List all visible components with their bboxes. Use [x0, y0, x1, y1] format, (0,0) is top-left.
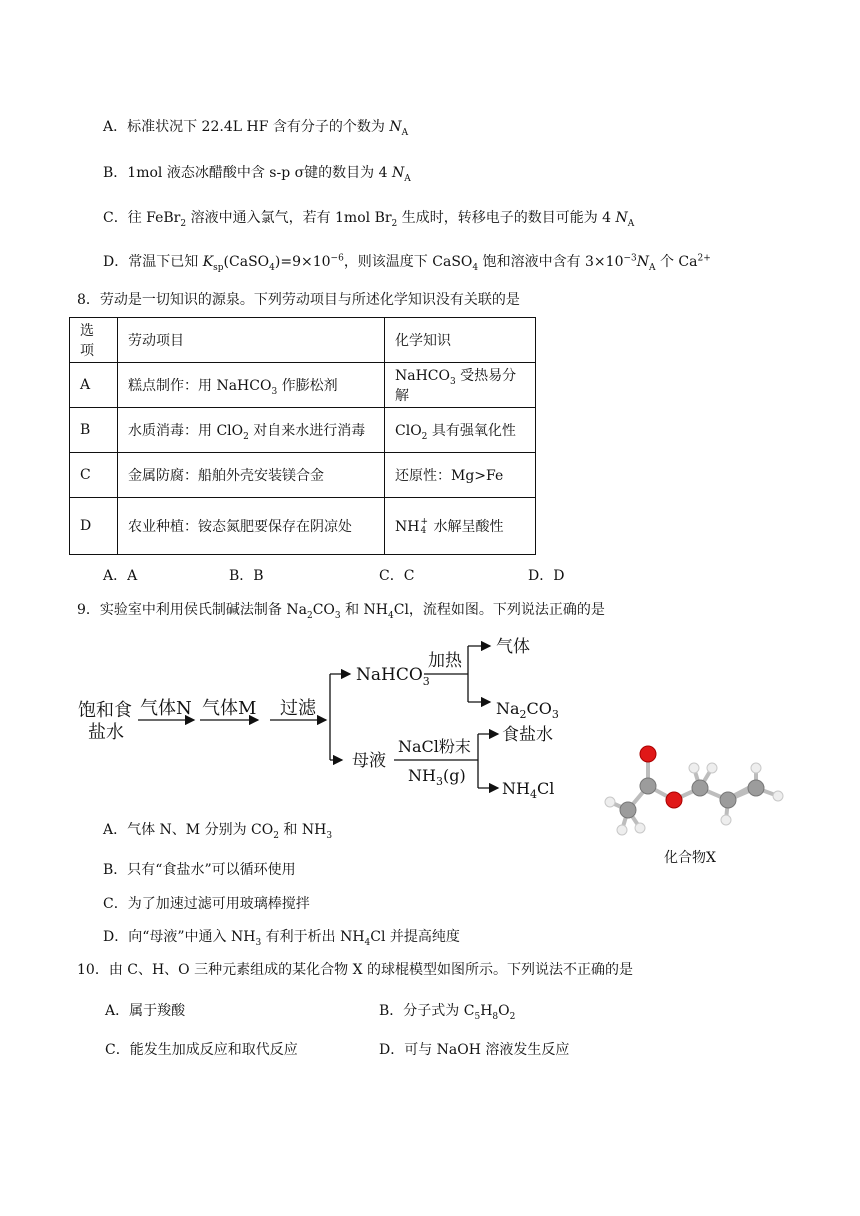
table-cell-option: B — [70, 408, 118, 453]
cell-text: 具有强氧化性 — [427, 423, 516, 439]
option-text: Cl 并提高纯度 — [370, 929, 460, 945]
subscript: 4 — [364, 937, 371, 948]
q7-option-c-text-end: 生成时，转移电子的数目可能为 4 — [397, 210, 616, 226]
subscript: 2 — [391, 218, 398, 229]
avogadro-symbol: N — [389, 119, 402, 135]
cell-text: ClO — [395, 423, 422, 439]
table-cell-knowledge — [385, 453, 536, 498]
option-text: O — [498, 1003, 510, 1019]
subscript: 2 — [180, 218, 187, 229]
q9-option-a — [103, 820, 332, 840]
flow-nh3: $NH_3(g)$ — [408, 766, 466, 788]
cell-text: 受热易分解 — [395, 368, 517, 404]
cell-text: 金属防腐：船舶外壳安装镁合金 — [128, 468, 324, 484]
q7-option-a — [103, 117, 408, 137]
q10-option-d: D．可与 NaOH 溶液发生反应 — [379, 1042, 570, 1058]
q7-option-d-text-end: 饱和溶液中含有 3×10 — [478, 254, 624, 270]
stem-text: CO — [312, 602, 335, 618]
stem-text: Cl，流程如图。下列说法正确的是 — [393, 602, 605, 618]
q8-table — [69, 317, 536, 555]
option-text: B．分子式为 C — [379, 1003, 475, 1019]
avogadro-subscript: A — [404, 173, 411, 184]
flow-gas-m: 气体M — [202, 698, 257, 719]
q8-stem: 8．劳动是一切知识的源泉。下列劳动项目与所述化学知识没有关联的是 — [77, 292, 520, 308]
q7-option-b — [103, 163, 411, 183]
subscript: 3 — [271, 386, 278, 397]
exponent: −3 — [623, 253, 637, 264]
option-text: D．向“母液”中通入 NH — [103, 929, 256, 945]
cell-text: 还原性：Mg>Fe — [395, 468, 504, 484]
cell-text: 糕点制作：用 NaHCO — [128, 378, 272, 394]
subscript: 4 — [269, 262, 275, 273]
table-cell-item — [118, 498, 385, 555]
table-cell-knowledge — [385, 408, 536, 453]
table-header-cell: 化学知识 — [385, 318, 536, 363]
flow-nahco3: NaHCO$_3$ — [356, 665, 430, 688]
q10-option-c: C．能发生加成反应和取代反应 — [105, 1042, 298, 1058]
flow-nh4cl: $NH_4Cl$ — [502, 779, 555, 801]
subscript: 2 — [243, 431, 249, 442]
flow-gas: 气体 — [496, 637, 530, 657]
subscript: 4 — [388, 610, 394, 621]
table-row — [70, 498, 536, 555]
avogadro-symbol: N — [615, 210, 628, 226]
flow-start-line1: 饱和食 — [78, 700, 132, 721]
flow-start-line2: 盐水 — [88, 722, 124, 743]
q8-choice-d: D．D — [528, 568, 565, 584]
ksp-subscript: sp — [213, 262, 224, 273]
caso4-formula: (CaSO — [223, 254, 270, 270]
q7-option-b-text: B．1mol 液态冰醋酸中含 s-p σ键的数目为 4 — [103, 165, 392, 181]
cell-text: 作膨松剂 — [277, 378, 338, 394]
stem-text: 和 NH — [340, 602, 388, 618]
q9-option-c: C．为了加速过滤可用玻璃棒搅拌 — [103, 896, 310, 912]
q9-option-d — [103, 927, 460, 947]
subscript: 3 — [326, 830, 333, 841]
option-text: 有利于析出 NH — [261, 929, 365, 945]
table-cell-option: A — [70, 363, 118, 408]
table-header-row — [70, 318, 536, 363]
stem-text: 9．实验室中利用侯氏制碱法制备 Na — [77, 602, 307, 618]
cell-text: 农业种植：铵态氮肥要保存在阴凉处 — [128, 519, 352, 535]
calcium-ion-text: 个 Ca — [655, 254, 698, 270]
flow-heat: 加热 — [428, 651, 462, 671]
avogadro-symbol: N — [636, 254, 650, 270]
option-text: 和 NH — [278, 822, 327, 838]
subscript: 3 — [334, 610, 341, 621]
subscript: 2 — [509, 1011, 516, 1022]
flow-nacl-powder: NaCl粉末 — [398, 737, 471, 756]
q9-option-b: B．只有“食盐水”可以循环使用 — [103, 862, 296, 878]
option-text: A．气体 N、M 分别为 CO — [103, 822, 274, 838]
subscript: 8 — [492, 1011, 499, 1022]
cell-text: 水解呈酸性 — [429, 519, 504, 535]
ion-charge: 2+ — [697, 253, 711, 264]
flow-na2co3: $Na_2CO_3$ — [496, 699, 559, 721]
option-text: H — [480, 1003, 493, 1019]
table-header-cell: 选项 — [70, 318, 118, 363]
cell-text: NaHCO — [395, 368, 450, 384]
compound-x-ball-stick-model — [596, 738, 786, 838]
q10-option-a: A．属于羧酸 — [105, 1003, 186, 1019]
subscript: 5 — [474, 1011, 481, 1022]
table-row — [70, 363, 536, 408]
table-cell-item — [118, 408, 385, 453]
subscript: 4 — [472, 262, 479, 273]
cell-text: 水质消毒：用 ClO — [128, 423, 244, 439]
table-cell-option: D — [70, 498, 118, 555]
q9-stem — [77, 600, 605, 620]
q10-stem: 10．由 C、H、O 三种元素组成的某化合物 X 的球棍模型如图所示。下列说法不正确的是 — [77, 962, 633, 978]
q7-option-c-text: C．往 FeBr — [103, 210, 181, 226]
flow-brine: 食盐水 — [502, 725, 553, 745]
q7-option-c-text-mid: 溶液中通入氯气，若有 1mol Br — [186, 210, 392, 226]
table-cell-item — [118, 363, 385, 408]
q7-option-c — [103, 208, 634, 228]
table-cell-option: C — [70, 453, 118, 498]
avogadro-subscript: A — [627, 218, 635, 229]
flow-filter: 过滤 — [280, 698, 316, 719]
avogadro-subscript: A — [649, 262, 656, 273]
q10-option-b — [379, 1001, 515, 1021]
q7-option-d-text-mid: ，则该温度下 CaSO — [343, 254, 473, 270]
cell-text: NH — [395, 519, 420, 535]
q7-option-d — [103, 252, 711, 272]
table-row — [70, 408, 536, 453]
q8-choice-b: B．B — [229, 568, 264, 584]
table-cell-item — [118, 453, 385, 498]
ksp-symbol: K — [202, 254, 214, 270]
q8-choice-c: C．C — [379, 568, 415, 584]
table-header-cell: 劳动项目 — [118, 318, 385, 363]
exponent: −6 — [330, 253, 344, 264]
q7-option-a-text: A．标准状况下 22.4L HF 含有分子的个数为 — [103, 119, 390, 135]
avogadro-subscript: A — [401, 127, 409, 138]
table-cell-knowledge — [385, 363, 536, 408]
flow-diagram — [60, 620, 620, 810]
flow-mother-liquor: 母液 — [352, 751, 386, 771]
cell-text: 对自来水进行消毒 — [248, 423, 366, 439]
subscript: 4 — [420, 526, 427, 536]
ksp-value: )=9×10 — [274, 254, 331, 270]
q8-choice-a: A．A — [103, 568, 138, 584]
table-cell-knowledge — [385, 498, 536, 555]
avogadro-symbol: N — [391, 165, 405, 181]
ion-charge: + — [420, 517, 429, 527]
subscript: 2 — [421, 431, 428, 442]
table-row — [70, 453, 536, 498]
subscript: 3 — [450, 376, 456, 387]
subscript: 2 — [273, 830, 279, 841]
compound-x-label: 化合物X — [664, 850, 716, 866]
subscript: 3 — [255, 937, 262, 948]
q7-option-d-text: D．常温下已知 — [103, 254, 203, 270]
flow-gas-n: 气体N — [140, 698, 192, 719]
subscript: 2 — [306, 610, 313, 621]
